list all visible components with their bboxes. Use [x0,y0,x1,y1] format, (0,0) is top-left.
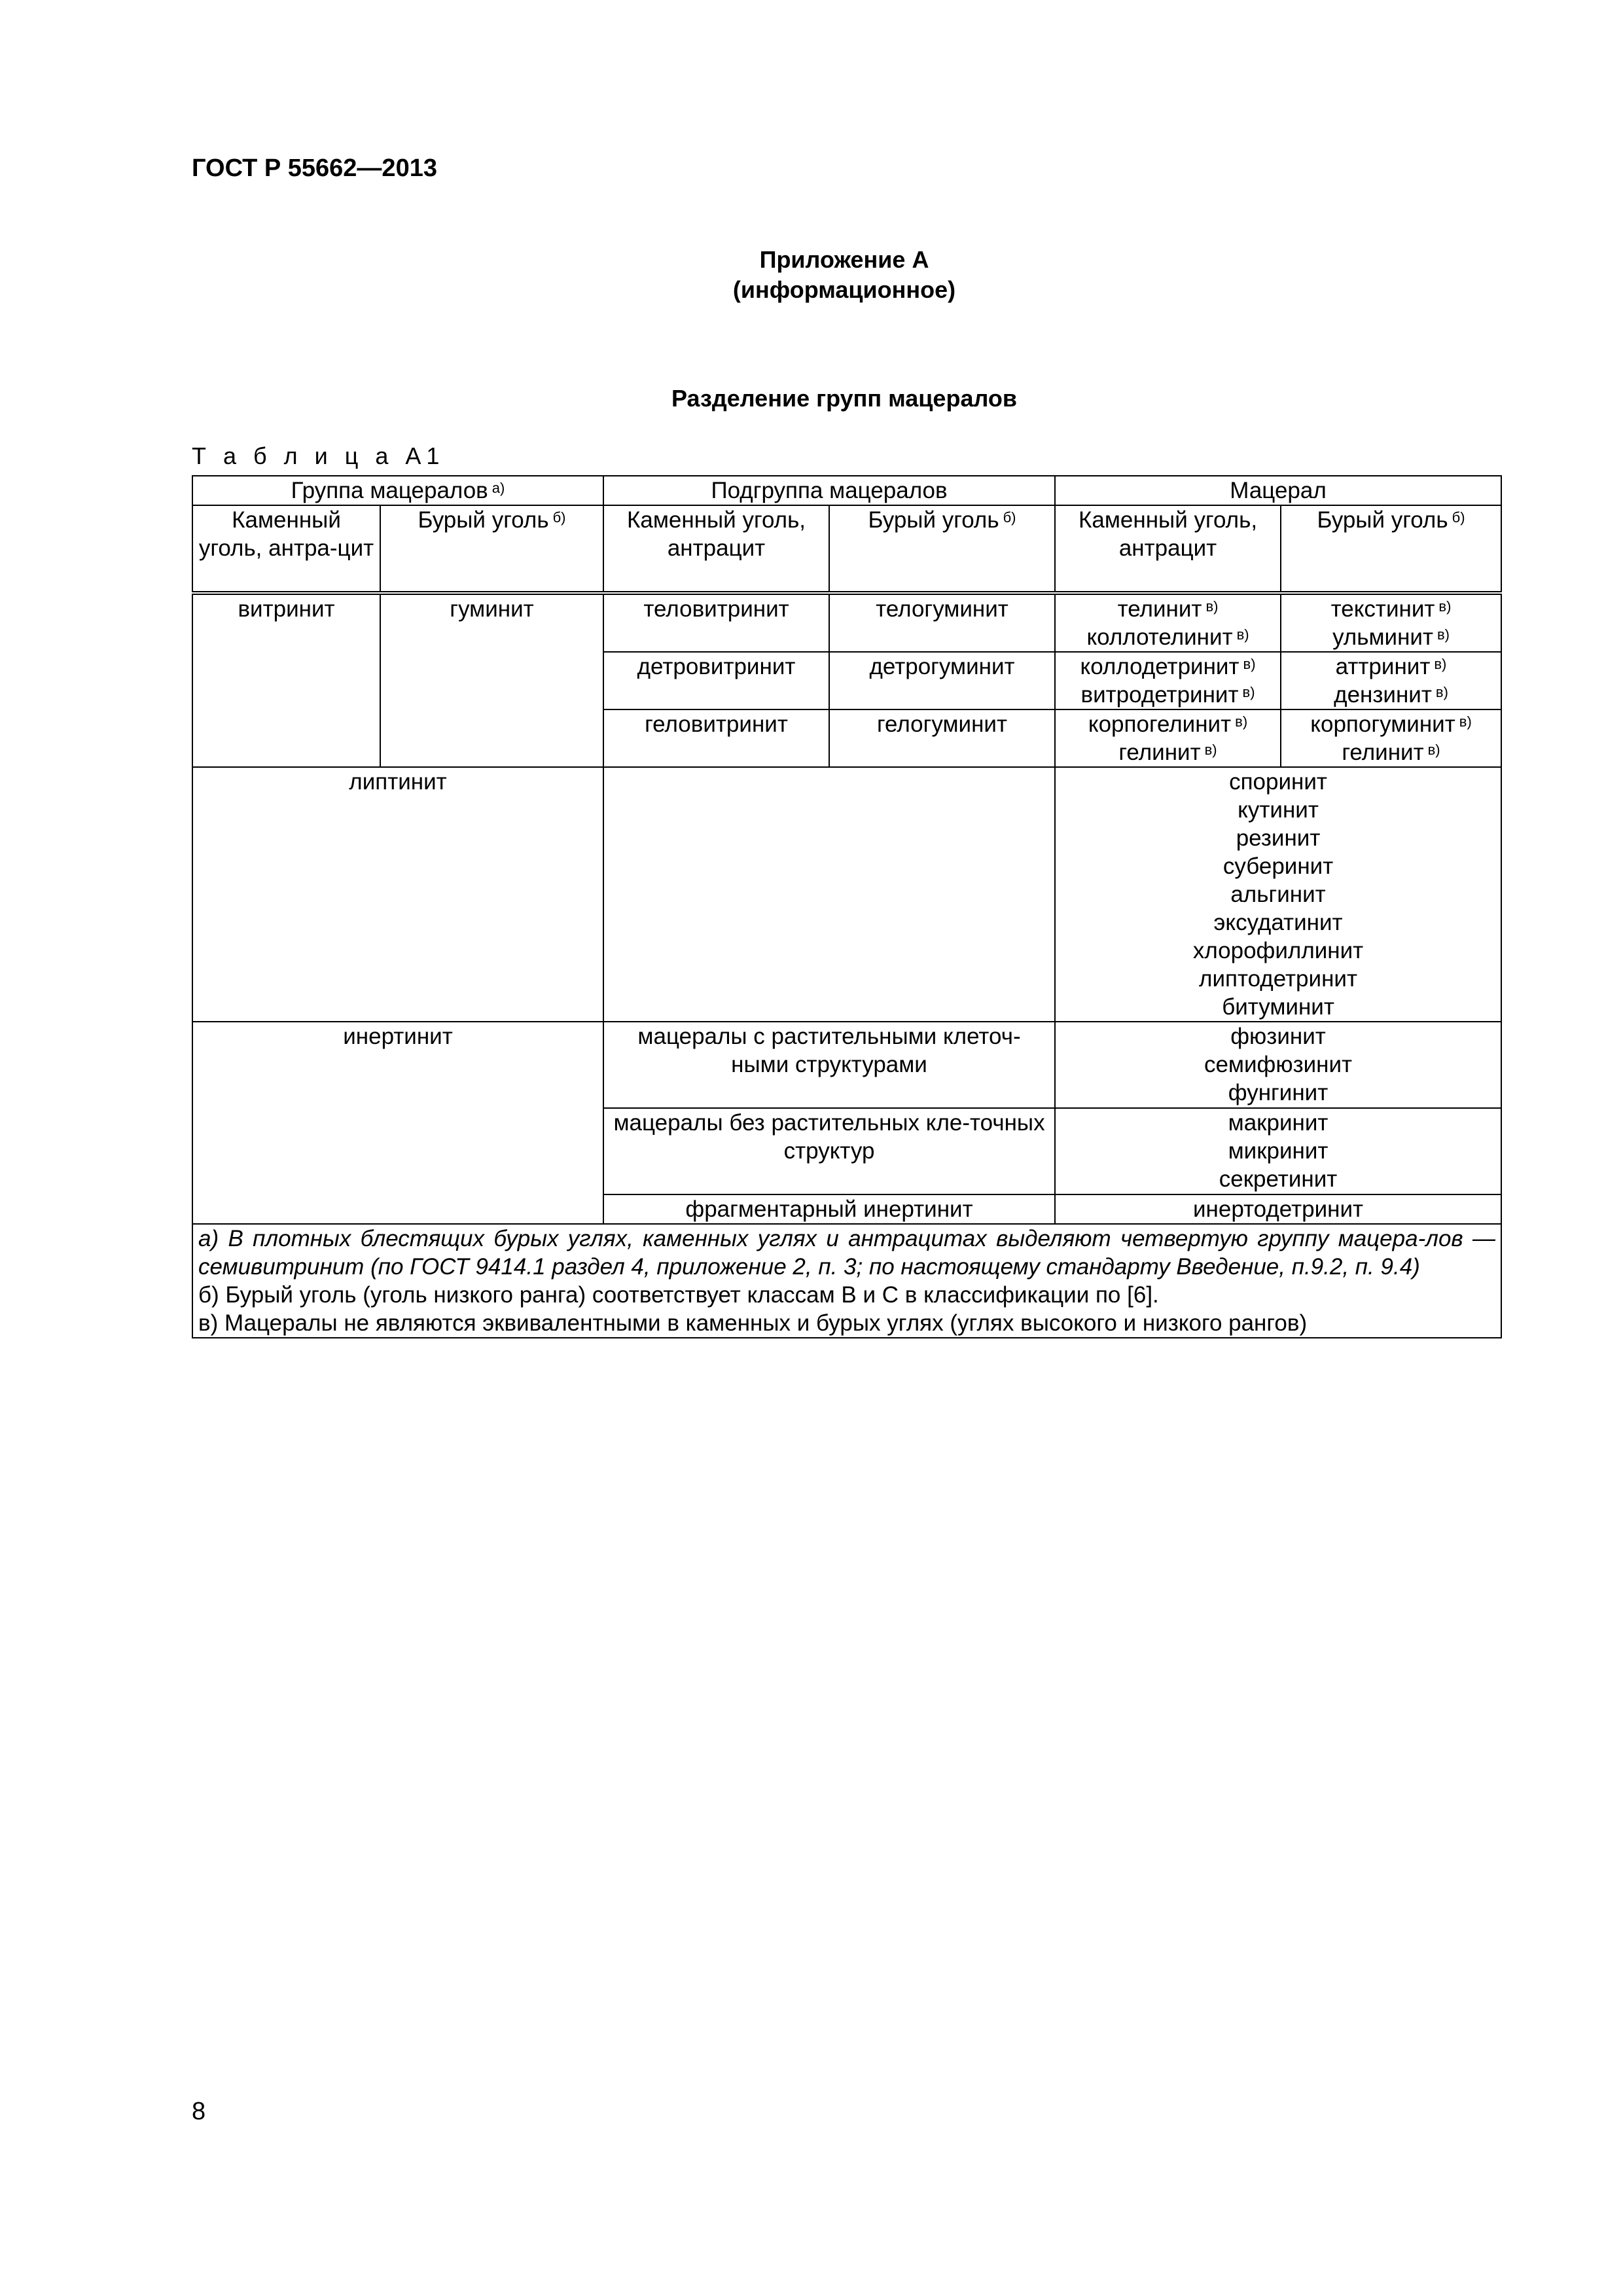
maceral-name: гелинит [1342,740,1424,765]
maceral-item [1061,653,1275,681]
page-number: 8 [192,2098,206,2125]
subgroup-cell: телогуминит [829,593,1055,652]
maceral-item: микринит [1228,1138,1329,1164]
maceral-cell [1055,767,1501,1022]
table-row [192,767,1501,1022]
footnote-mark-c: в) [1243,656,1256,672]
footnote-mark-c: в) [1435,684,1448,700]
footnote-mark-c: в) [1236,626,1249,643]
group-inertinite: инертинит [192,1022,603,1224]
header-subgroup-brown-coal [829,505,1055,593]
footnote-mark-c: в) [1434,656,1447,672]
maceral-cell [1055,709,1281,767]
maceral-item [1061,623,1275,651]
footnote-mark-c: в) [1427,742,1440,758]
subgroup-cell: детровитринит [603,652,829,709]
header-group-hard-coal: Каменный уголь, антра-цит [192,505,380,593]
macerals-table [192,475,1502,1338]
maceral-name: корпогуминит [1310,711,1455,737]
maceral-name: дензинит [1334,682,1432,708]
footnote-mark-c: в) [1242,684,1255,700]
footnote-mark-c: в) [1438,598,1452,615]
maceral-item [1287,623,1495,651]
group-vitrinite: витринит [192,593,380,767]
maceral-item [1287,595,1495,623]
footnote-mark-b: б) [552,509,566,526]
maceral-cell [1055,1194,1501,1224]
maceral-item: кутинит [1238,797,1319,823]
maceral-name: коллотелинит [1086,624,1233,650]
maceral-name: гелинит [1118,740,1201,765]
maceral-name: витродетринит [1080,682,1239,708]
maceral-name: ульминит [1332,624,1433,650]
maceral-item [1287,738,1495,766]
maceral-item [1287,681,1495,709]
maceral-name: аттринит [1335,654,1431,679]
footnote-mark-a: а) [491,480,505,496]
standard-code: ГОСТ Р 55662—2013 [192,154,437,182]
maceral-item: фюзинит [1230,1024,1326,1049]
footnote-a: а) В плотных блестящих бурых углях, каменных углях и антрацитах выделяют четвертую группу мацера-лов — семивитринит (по ГОСТ 9414.1 раздел 4, приложение 2, п. 3; по настоящему стандарту Введение, п.9.2, п. 9.4) [198,1226,1496,1280]
footnote-mark-c: в) [1459,713,1472,730]
maceral-cell [1055,652,1281,709]
maceral-name: коллодетринит [1080,654,1240,679]
maceral-item [1287,710,1495,738]
footnote-mark-c: в) [1436,626,1450,643]
footnote-mark-c: в) [1205,598,1219,615]
header-group [192,476,603,505]
subgroup-cell: фрагментарный инертинит [603,1194,1055,1224]
maceral-item [1061,738,1275,766]
subgroup-cell: гелогуминит [829,709,1055,767]
header-maceral-hard-coal: Каменный уголь, антрацит [1055,505,1281,593]
maceral-item [1287,653,1495,681]
maceral-cell [1055,1108,1501,1194]
header-subgroup: Подгруппа мацералов [603,476,1055,505]
group-liptinite: липтинит [192,767,603,1022]
maceral-name: телинит [1117,596,1202,622]
header-brown-label: Бурый уголь [418,507,549,533]
header-group-label: Группа мацералов [291,478,488,503]
maceral-cell [1055,1022,1501,1108]
header-maceral: Мацерал [1055,476,1501,505]
footnote-mark-c: в) [1204,742,1217,758]
maceral-item: битуминит [1222,994,1334,1020]
footnote-c: в) Мацералы не являются эквивалентными в каменных и бурых углях (углях высокого и низкого рангов) [198,1310,1308,1336]
footnote-mark-b: б) [1003,509,1016,526]
subgroup-cell: мацералы без растительных кле-точных структур [603,1108,1055,1194]
group-huminite: гуминит [380,593,603,767]
maceral-item: эксудатинит [1213,910,1343,935]
maceral-name: текстинит [1330,596,1435,622]
table-notes [192,1224,1501,1338]
appendix-title: Приложение А [759,246,929,273]
header-row-1 [192,476,1501,505]
table-row [192,593,1501,652]
subgroup-cell: детрогуминит [829,652,1055,709]
header-brown-label: Бурый уголь [1317,507,1448,533]
footnote-mark-c: в) [1235,713,1248,730]
header-brown-label: Бурый уголь [868,507,999,533]
maceral-cell [1281,593,1501,652]
subgroup-cell: геловитринит [603,709,829,767]
subgroup-cell: мацералы с растительными клеточ-ными структурами [603,1022,1055,1108]
footnote-b: б) Бурый уголь (уголь низкого ранга) соответствует классам В и С в классификации по [6]. [198,1282,1159,1308]
section-title: Разделение групп мацералов [671,385,1017,412]
maceral-item [1061,710,1275,738]
maceral-item: альгинит [1230,882,1326,907]
maceral-item [1061,595,1275,623]
header-row-2 [192,505,1501,593]
maceral-item: инертодетринит [1193,1196,1364,1222]
maceral-item [1061,681,1275,709]
subgroup-cell: теловитринит [603,593,829,652]
header-group-brown-coal [380,505,603,593]
header-subgroup-hard-coal: Каменный уголь, антрацит [603,505,829,593]
maceral-cell [1055,593,1281,652]
maceral-item: макринит [1228,1110,1329,1136]
subgroup-empty [603,767,1055,1022]
maceral-cell [1281,652,1501,709]
maceral-item: семифюзинит [1204,1052,1353,1077]
table-label: Т а б л и ц а А1 [192,442,445,469]
maceral-cell [1281,709,1501,767]
header-maceral-brown-coal [1281,505,1501,593]
maceral-item: фунгинит [1228,1080,1329,1105]
notes-row [192,1224,1501,1338]
appendix-type: (информационное) [732,276,956,303]
maceral-item: секретинит [1219,1166,1338,1192]
footnote-mark-b: б) [1452,509,1465,526]
maceral-item: споринит [1229,769,1327,795]
maceral-item: липтодетринит [1199,966,1357,992]
maceral-name: корпогелинит [1088,711,1232,737]
table-row [192,1022,1501,1108]
maceral-item: хлорофиллинит [1192,938,1364,963]
maceral-item: суберинит [1222,853,1334,879]
maceral-item: резинит [1236,825,1321,851]
